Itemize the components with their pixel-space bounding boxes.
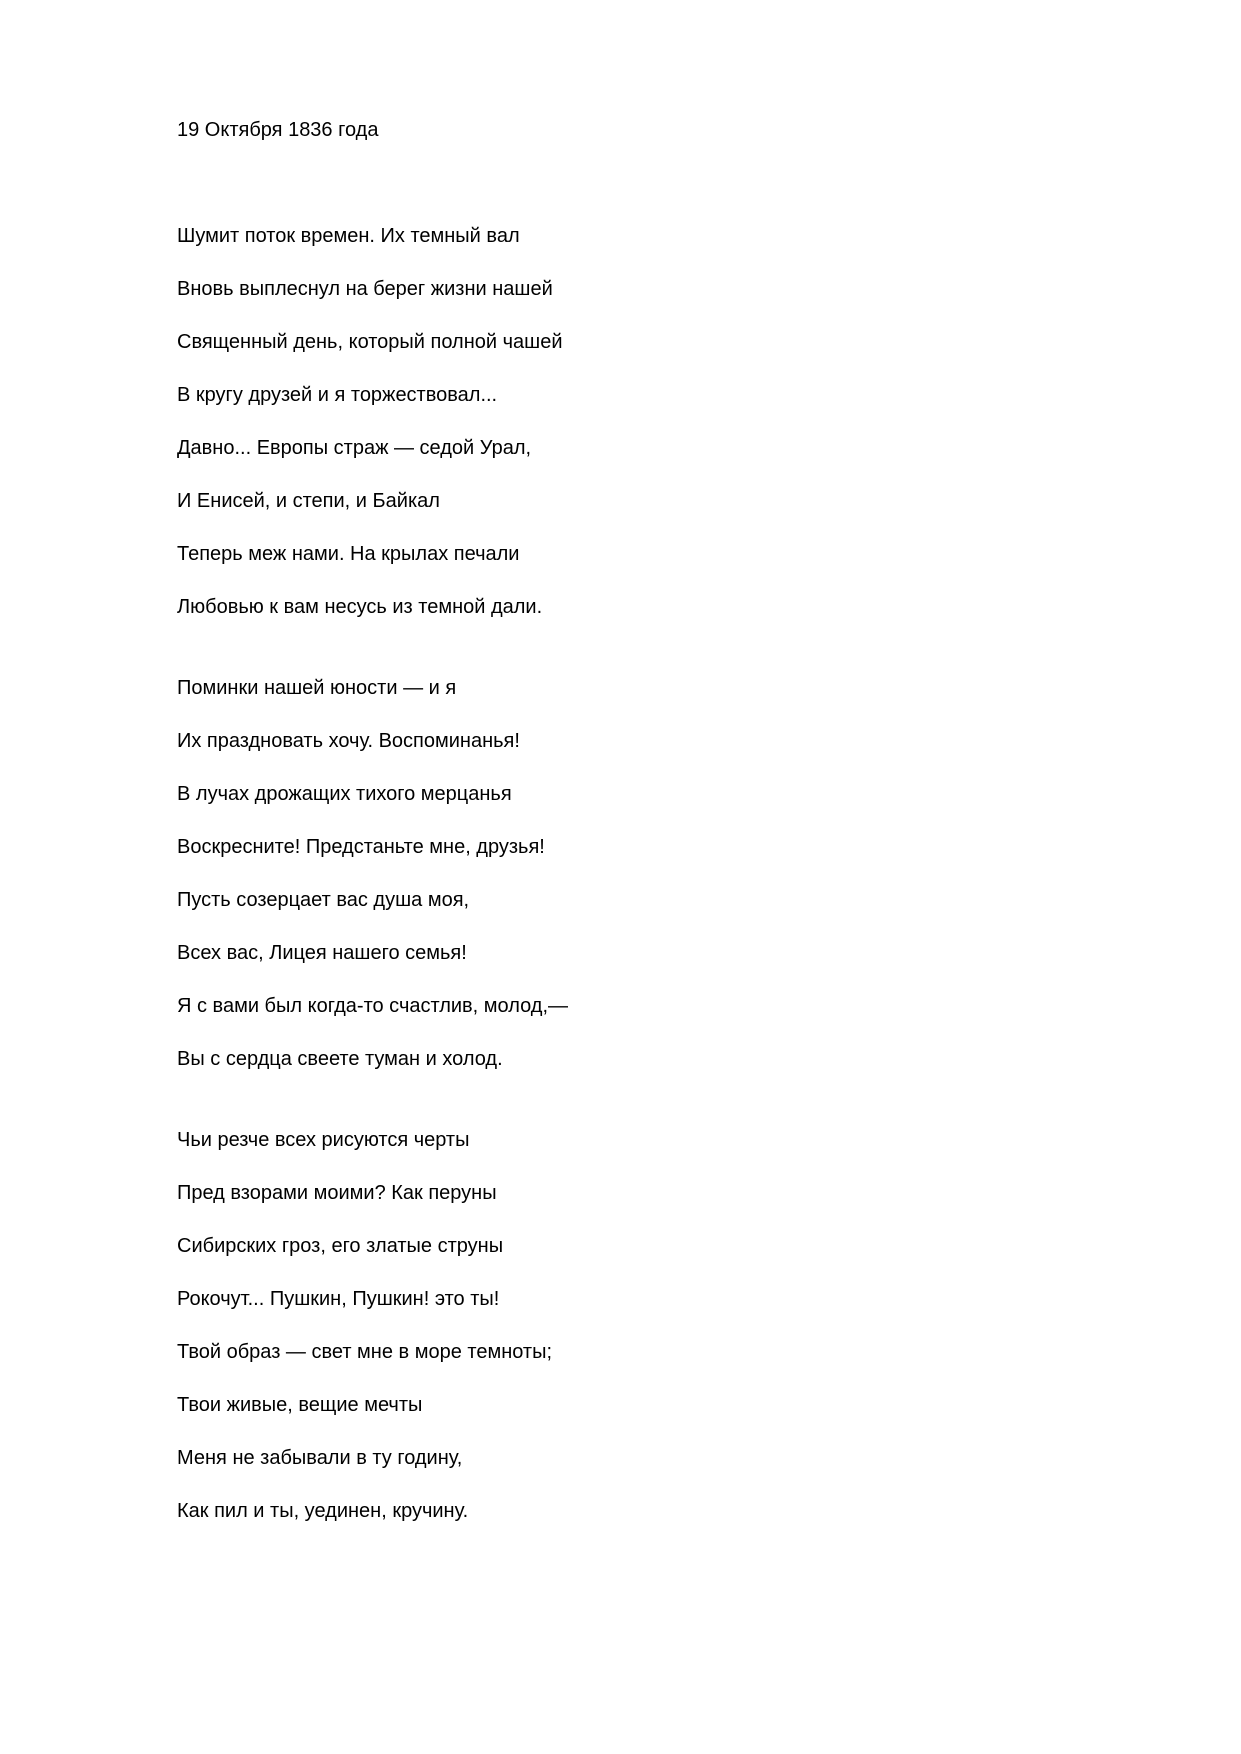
poem-line: Твои живые, вещие мечты	[177, 1394, 423, 1416]
poem-line: В кругу друзей и я торжествовал...	[177, 384, 498, 406]
poem-line: Воскресните! Предстаньте мне, друзья!	[177, 836, 545, 858]
poem-line: Я с вами был когда-то счастлив, молод,—	[177, 995, 569, 1017]
poem-line: Всех вас, Лицея нашего семья!	[177, 942, 467, 964]
poem-line: Сибирских гроз, его златые струны	[177, 1235, 504, 1257]
stanza-1	[177, 222, 1077, 621]
poem-line: Рокочут... Пушкин, Пушкин! это ты!	[177, 1288, 500, 1310]
poem-line: Меня не забывали в ту годину,	[177, 1447, 463, 1469]
poem-line: Вы с сердца свеете туман и холод.	[177, 1048, 503, 1070]
document-date: 19 Октября 1836 года	[177, 119, 379, 141]
poem-line: Любовью к вам несусь из темной дали.	[177, 596, 543, 618]
poem-line: Как пил и ты, уединен, кручину.	[177, 1500, 469, 1522]
poem-line: Теперь меж нами. На крылах печали	[177, 543, 520, 565]
poem-line: Поминки нашей юности — и я	[177, 677, 457, 699]
poem-line: Давно... Европы страж — седой Урал,	[177, 437, 532, 459]
stanza-2	[177, 674, 1077, 1073]
poem-line: В лучах дрожащих тихого мерцанья	[177, 783, 512, 805]
poem-line: И Енисей, и степи, и Байкал	[177, 490, 440, 512]
poem-line: Пред взорами моими? Как перуны	[177, 1182, 497, 1204]
poem-line: Твой образ — свет мне в море темноты;	[177, 1341, 553, 1363]
poem-line: Шумит поток времен. Их темный вал	[177, 225, 520, 247]
poem-line: Пусть созерцает вас душа моя,	[177, 889, 470, 911]
poem-body	[177, 116, 1077, 1550]
poem-line: Их праздновать хочу. Воспоминанья!	[177, 730, 520, 752]
poem-line: Вновь выплеснул на берег жизни нашей	[177, 278, 553, 300]
poem-line: Священный день, который полной чашей	[177, 331, 563, 353]
stanza-3	[177, 1126, 1077, 1525]
poem-line: Чьи резче всех рисуются черты	[177, 1129, 470, 1151]
